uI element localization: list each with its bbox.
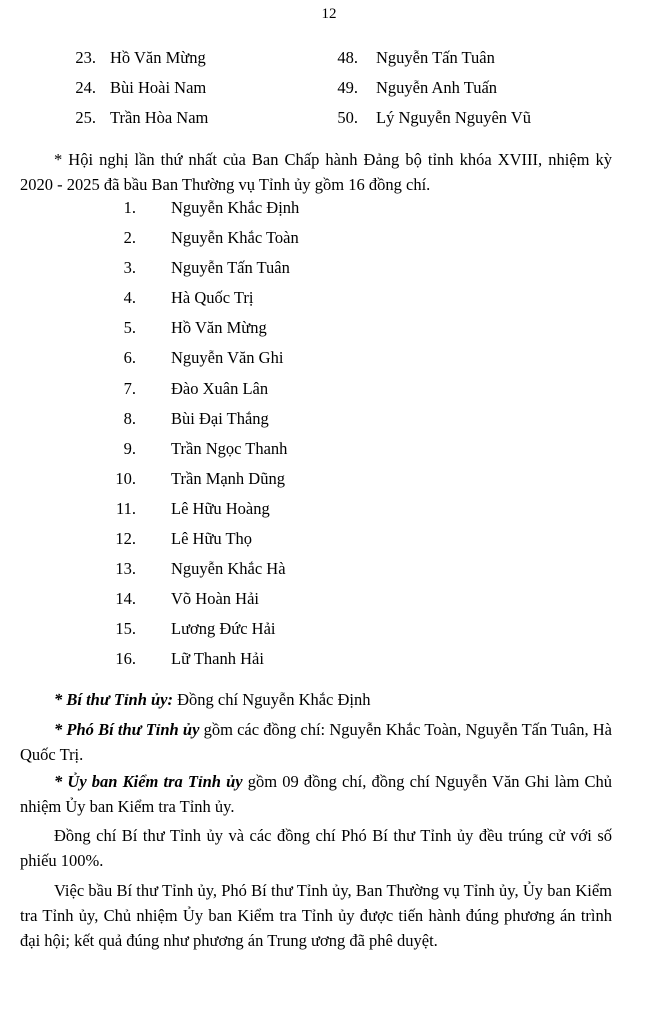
member-name: Lê Hữu Hoàng xyxy=(171,498,270,518)
list-item xyxy=(0,589,658,619)
item-number: 14. xyxy=(115,589,136,609)
member-name: Nguyễn Tấn Tuân xyxy=(171,258,290,278)
item-number: 1. xyxy=(123,198,136,217)
item-number: 4. xyxy=(123,288,136,308)
page-number: 12 xyxy=(321,6,337,22)
item-number: 25. xyxy=(75,108,96,127)
member-name: Võ Hoàn Hải xyxy=(171,589,259,609)
list-item xyxy=(0,469,658,499)
top-member-list xyxy=(0,48,658,138)
list-item xyxy=(0,409,658,439)
inspection-committee-text: gồm 09 đồng chí, đồng chí Nguyễn Văn Ghi làm Chủ nhiệm Ủy ban Kiểm tra Tỉnh ủy. xyxy=(20,772,613,816)
list-item xyxy=(0,348,658,378)
member-name: Nguyễn Khắc Toàn xyxy=(171,228,299,248)
inspection-committee-paragraph xyxy=(20,769,612,819)
member-name: Đào Xuân Lân xyxy=(171,378,269,398)
member-name: Nguyễn Văn Ghi xyxy=(171,348,284,368)
list-item xyxy=(0,198,658,228)
member-name: Hồ Văn Mừng xyxy=(110,48,206,67)
member-name: Lý Nguyễn Nguyên Vũ xyxy=(376,108,532,127)
member-name: Trần Hòa Nam xyxy=(110,108,209,127)
item-number: 24. xyxy=(75,78,96,97)
member-name: Trần Ngọc Thanh xyxy=(171,438,288,458)
item-number: 7. xyxy=(123,378,136,398)
item-number: 49. xyxy=(337,78,358,97)
list-item xyxy=(0,439,658,469)
member-name: Hồ Văn Mừng xyxy=(171,318,267,338)
list-item xyxy=(0,108,658,138)
item-number: 15. xyxy=(115,619,136,639)
member-name: Bùi Đại Thắng xyxy=(171,408,269,428)
list-item xyxy=(0,649,658,679)
item-number: 3. xyxy=(123,258,136,278)
item-number: 6. xyxy=(123,348,136,368)
item-number: 11. xyxy=(115,498,136,518)
member-name: Lữ Thanh Hải xyxy=(171,649,264,669)
list-item xyxy=(0,228,658,258)
list-item xyxy=(0,318,658,348)
deputy-secretary-paragraph xyxy=(20,717,612,767)
intro-paragraph: * Hội nghị lần thứ nhất của Ban Chấp hành Đảng bộ tỉnh khóa XVIII, nhiệm kỳ 2020 - 2025 đã bầu Ban Thường vụ Tỉnh ủy gồm 16 đồng chí. xyxy=(20,150,612,194)
item-number: 50. xyxy=(337,108,358,127)
procedure-paragraph: Việc bầu Bí thư Tỉnh ủy, Phó Bí thư Tỉnh ủy, Ban Thường vụ Tỉnh ủy, Ủy ban Kiểm tra Tỉnh ủy, Chủ nhiệm Ủy ban Kiểm tra Tỉnh ủy được tiến hành đúng phương án trình đại hội; kết quả đúng như phương án Trung ương đã phê duyệt. xyxy=(20,881,612,950)
item-number: 12. xyxy=(115,529,136,549)
item-number: 23. xyxy=(75,48,96,67)
list-item xyxy=(0,48,658,78)
member-name: Nguyễn Khắc Hà xyxy=(171,559,286,579)
list-item xyxy=(0,529,658,559)
item-number: 8. xyxy=(123,408,136,428)
list-item xyxy=(0,619,658,649)
list-item xyxy=(0,288,658,318)
list-item xyxy=(0,559,658,589)
member-name: Nguyễn Anh Tuấn xyxy=(376,78,498,97)
list-item xyxy=(0,499,658,529)
member-name: Nguyễn Khắc Định xyxy=(171,198,300,217)
secretary-label: * Bí thư Tỉnh ủy: xyxy=(54,690,173,709)
deputy-secretary-label: * Phó Bí thư Tỉnh ủy xyxy=(54,720,200,739)
item-number: 9. xyxy=(123,438,136,458)
member-name: Lương Đức Hải xyxy=(171,619,276,639)
list-item xyxy=(0,258,658,288)
election-result-paragraph: Đồng chí Bí thư Tỉnh ủy và các đồng chí Phó Bí thư Tỉnh ủy đều trúng cử với số phiếu 100%. xyxy=(20,826,612,870)
item-number: 16. xyxy=(115,649,136,669)
deputy-secretary-text: gồm các đồng chí: Nguyễn Khắc Toàn, Nguyễn Tấn Tuân, Hà Quốc Trị. xyxy=(20,720,612,764)
list-item xyxy=(0,78,658,108)
standing-committee-list xyxy=(0,198,658,680)
member-name: Lê Hữu Thọ xyxy=(171,529,253,549)
member-name: Bùi Hoài Nam xyxy=(110,78,207,97)
item-number: 10. xyxy=(115,468,136,488)
secretary-paragraph xyxy=(20,687,612,712)
item-number: 2. xyxy=(123,228,136,248)
secretary-text: Đồng chí Nguyễn Khắc Định xyxy=(173,690,371,709)
item-number: 48. xyxy=(337,48,358,67)
member-name: Trần Mạnh Dũng xyxy=(171,468,285,488)
list-item xyxy=(0,379,658,409)
inspection-committee-label: * Ủy ban Kiểm tra Tỉnh ủy xyxy=(54,772,243,791)
member-name: Nguyễn Tấn Tuân xyxy=(376,48,495,67)
item-number: 13. xyxy=(115,559,136,579)
member-name: Hà Quốc Trị xyxy=(171,288,254,308)
item-number: 5. xyxy=(123,318,136,338)
